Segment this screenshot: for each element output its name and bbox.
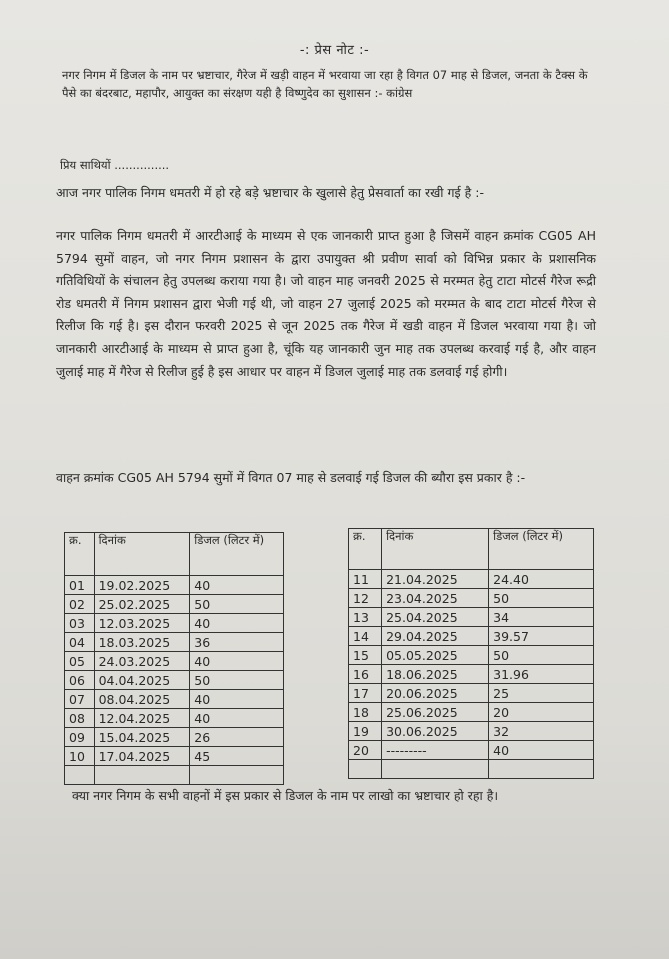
cell-litres: 40 — [489, 741, 594, 760]
table-row — [65, 728, 284, 747]
table-row — [349, 760, 594, 779]
cell-sno — [65, 766, 95, 785]
diesel-table-right — [348, 528, 594, 779]
cell-sno: 04 — [65, 633, 95, 652]
cell-date: 21.04.2025 — [382, 570, 489, 589]
cell-sno: 11 — [349, 570, 382, 589]
header-date: दिनांक — [94, 533, 190, 576]
cell-date: 15.04.2025 — [94, 728, 190, 747]
cell-litres: 26 — [190, 728, 284, 747]
cell-date: 24.03.2025 — [94, 652, 190, 671]
cell-date: 25.02.2025 — [94, 595, 190, 614]
table-row — [349, 741, 594, 760]
cell-date — [94, 766, 190, 785]
cell-sno: 05 — [65, 652, 95, 671]
cell-litres: 50 — [489, 646, 594, 665]
body-paragraph: नगर पालिक निगम धमतरी में आरटीआई के माध्यम से एक जानकारी प्राप्त हुआ है जिसमें वाहन क्रमांक CG05 AH 5794 सुमों वाहन, जो नगर निगम प्रशासन के द्वारा उपायुक्त श्री प्रवीण सार्वा को विभिन्न प्रकार के प्रशासनिक गतिविधियों के संचालन हेतु उपलब्ध कराया गया है। जो वाहन माह जनवरी 2025 से मरम्मत हेतु टाटा मोटर्स गैरेज रूद्री रोड धमतरी में निगम प्रशासन द्वारा भेजी गई थी, जो वाहन 27 जुलाई 2025 को मरम्मत के बाद टाटा मोटर्स गैरेज से रिलीज कि गई है। इस दौरान फरवरी 2025 से जून 2025 तक गैरेज में खडी वाहन में डिजल भरवाया गया है। जो जानकारी आरटीआई के माध्यम से प्राप्त हुआ है, चूंकि यह जानकारी जुन माह तक उपलब्ध करवाई गई है, और वाहन जुलाई माह में गैरेज से रिलीज हुई है इस आधार पर वाहन में डिजल जुलाई माह तक डलवाई गई होगी। — [56, 228, 596, 379]
cell-litres: 40 — [190, 576, 284, 595]
cell-litres: 34 — [489, 608, 594, 627]
cell-sno — [349, 760, 382, 779]
cell-litres — [489, 760, 594, 779]
cell-date: 12.04.2025 — [94, 709, 190, 728]
table-row — [349, 684, 594, 703]
cell-sno: 13 — [349, 608, 382, 627]
header-diesel: डिजल (लिटर में) — [489, 529, 594, 570]
cell-date: 29.04.2025 — [382, 627, 489, 646]
cell-date: 18.03.2025 — [94, 633, 190, 652]
cell-sno: 18 — [349, 703, 382, 722]
cell-sno: 16 — [349, 665, 382, 684]
cell-litres: 24.40 — [489, 570, 594, 589]
cell-date: 30.06.2025 — [382, 722, 489, 741]
left-table-body — [65, 576, 284, 785]
table-row — [349, 722, 594, 741]
cell-sno: 20 — [349, 741, 382, 760]
cell-litres: 39.57 — [489, 627, 594, 646]
cell-date: 04.04.2025 — [94, 671, 190, 690]
diesel-table-left — [64, 532, 284, 785]
cell-date: 23.04.2025 — [382, 589, 489, 608]
cell-date: 12.03.2025 — [94, 614, 190, 633]
cell-sno: 14 — [349, 627, 382, 646]
header-diesel: डिजल (लिटर में) — [190, 533, 284, 576]
table-row — [65, 595, 284, 614]
cell-litres: 40 — [190, 690, 284, 709]
cell-sno: 01 — [65, 576, 95, 595]
table-row — [349, 627, 594, 646]
cell-litres: 25 — [489, 684, 594, 703]
table-row — [349, 589, 594, 608]
page-title: -: प्रेस नोट :- — [299, 43, 370, 58]
table-row — [349, 570, 594, 589]
cell-litres: 36 — [190, 633, 284, 652]
headline: नगर निगम में डिजल के नाम पर भ्रष्टाचार, गैरेज में खड़ी वाहन में भरवाया जा रहा है विगत 07 माह से डिजल, जनता के टैक्स के पैसे का बंदरबाट, महापौर, आयुक्त का संरक्षण यही है विष्णुदेव का सुशासन :- कांग्रेस — [62, 68, 588, 100]
cell-litres: 50 — [489, 589, 594, 608]
cell-date: 25.06.2025 — [382, 703, 489, 722]
table-row — [65, 690, 284, 709]
cell-litres: 40 — [190, 709, 284, 728]
table-row — [349, 608, 594, 627]
cell-litres: 20 — [489, 703, 594, 722]
table-row — [65, 709, 284, 728]
cell-litres: 40 — [190, 652, 284, 671]
salutation: प्रिय साथियों ............... — [60, 158, 170, 172]
cell-sno: 07 — [65, 690, 95, 709]
cell-date: 05.05.2025 — [382, 646, 489, 665]
cell-date: 20.06.2025 — [382, 684, 489, 703]
cell-sno: 08 — [65, 709, 95, 728]
cell-sno: 09 — [65, 728, 95, 747]
cell-date: --------- — [382, 741, 489, 760]
table-row — [65, 576, 284, 595]
cell-date: 25.04.2025 — [382, 608, 489, 627]
cell-sno: 12 — [349, 589, 382, 608]
table-row — [349, 646, 594, 665]
closing-paragraph: क्या नगर निगम के सभी वाहनों में इस प्रकार से डिजल के नाम पर लाखो का भ्रष्टाचार हो रहा है। — [72, 788, 499, 803]
cell-sno: 15 — [349, 646, 382, 665]
right-table-body — [349, 570, 594, 779]
cell-litres: 32 — [489, 722, 594, 741]
cell-sno: 06 — [65, 671, 95, 690]
table-row — [65, 652, 284, 671]
table-row — [65, 633, 284, 652]
cell-date: 19.02.2025 — [94, 576, 190, 595]
table-row — [65, 766, 284, 785]
cell-litres: 40 — [190, 614, 284, 633]
cell-sno: 02 — [65, 595, 95, 614]
cell-sno: 10 — [65, 747, 95, 766]
cell-sno: 17 — [349, 684, 382, 703]
table-row — [65, 747, 284, 766]
cell-litres: 50 — [190, 671, 284, 690]
cell-date — [382, 760, 489, 779]
header-sno: क्र. — [349, 529, 382, 570]
cell-sno: 19 — [349, 722, 382, 741]
header-date: दिनांक — [382, 529, 489, 570]
table-intro: वाहन क्रमांक CG05 AH 5794 सुमों में विगत 07 माह से डलवाई गई डिजल की ब्यौरा इस प्रकार है :- — [56, 470, 526, 485]
cell-date: 18.06.2025 — [382, 665, 489, 684]
table-row — [65, 614, 284, 633]
cell-date: 17.04.2025 — [94, 747, 190, 766]
table-row — [65, 671, 284, 690]
cell-litres: 31.96 — [489, 665, 594, 684]
header-sno: क्र. — [65, 533, 95, 576]
cell-sno: 03 — [65, 614, 95, 633]
table-row — [349, 703, 594, 722]
cell-litres: 45 — [190, 747, 284, 766]
cell-litres: 50 — [190, 595, 284, 614]
cell-date: 08.04.2025 — [94, 690, 190, 709]
table-row — [349, 665, 594, 684]
cell-litres — [190, 766, 284, 785]
intro-paragraph: आज नगर पालिक निगम धमतरी में हो रहे बड़े भ्रष्टाचार के खुलासे हेतु प्रेसवार्ता का रखी गई है :- — [56, 185, 484, 200]
